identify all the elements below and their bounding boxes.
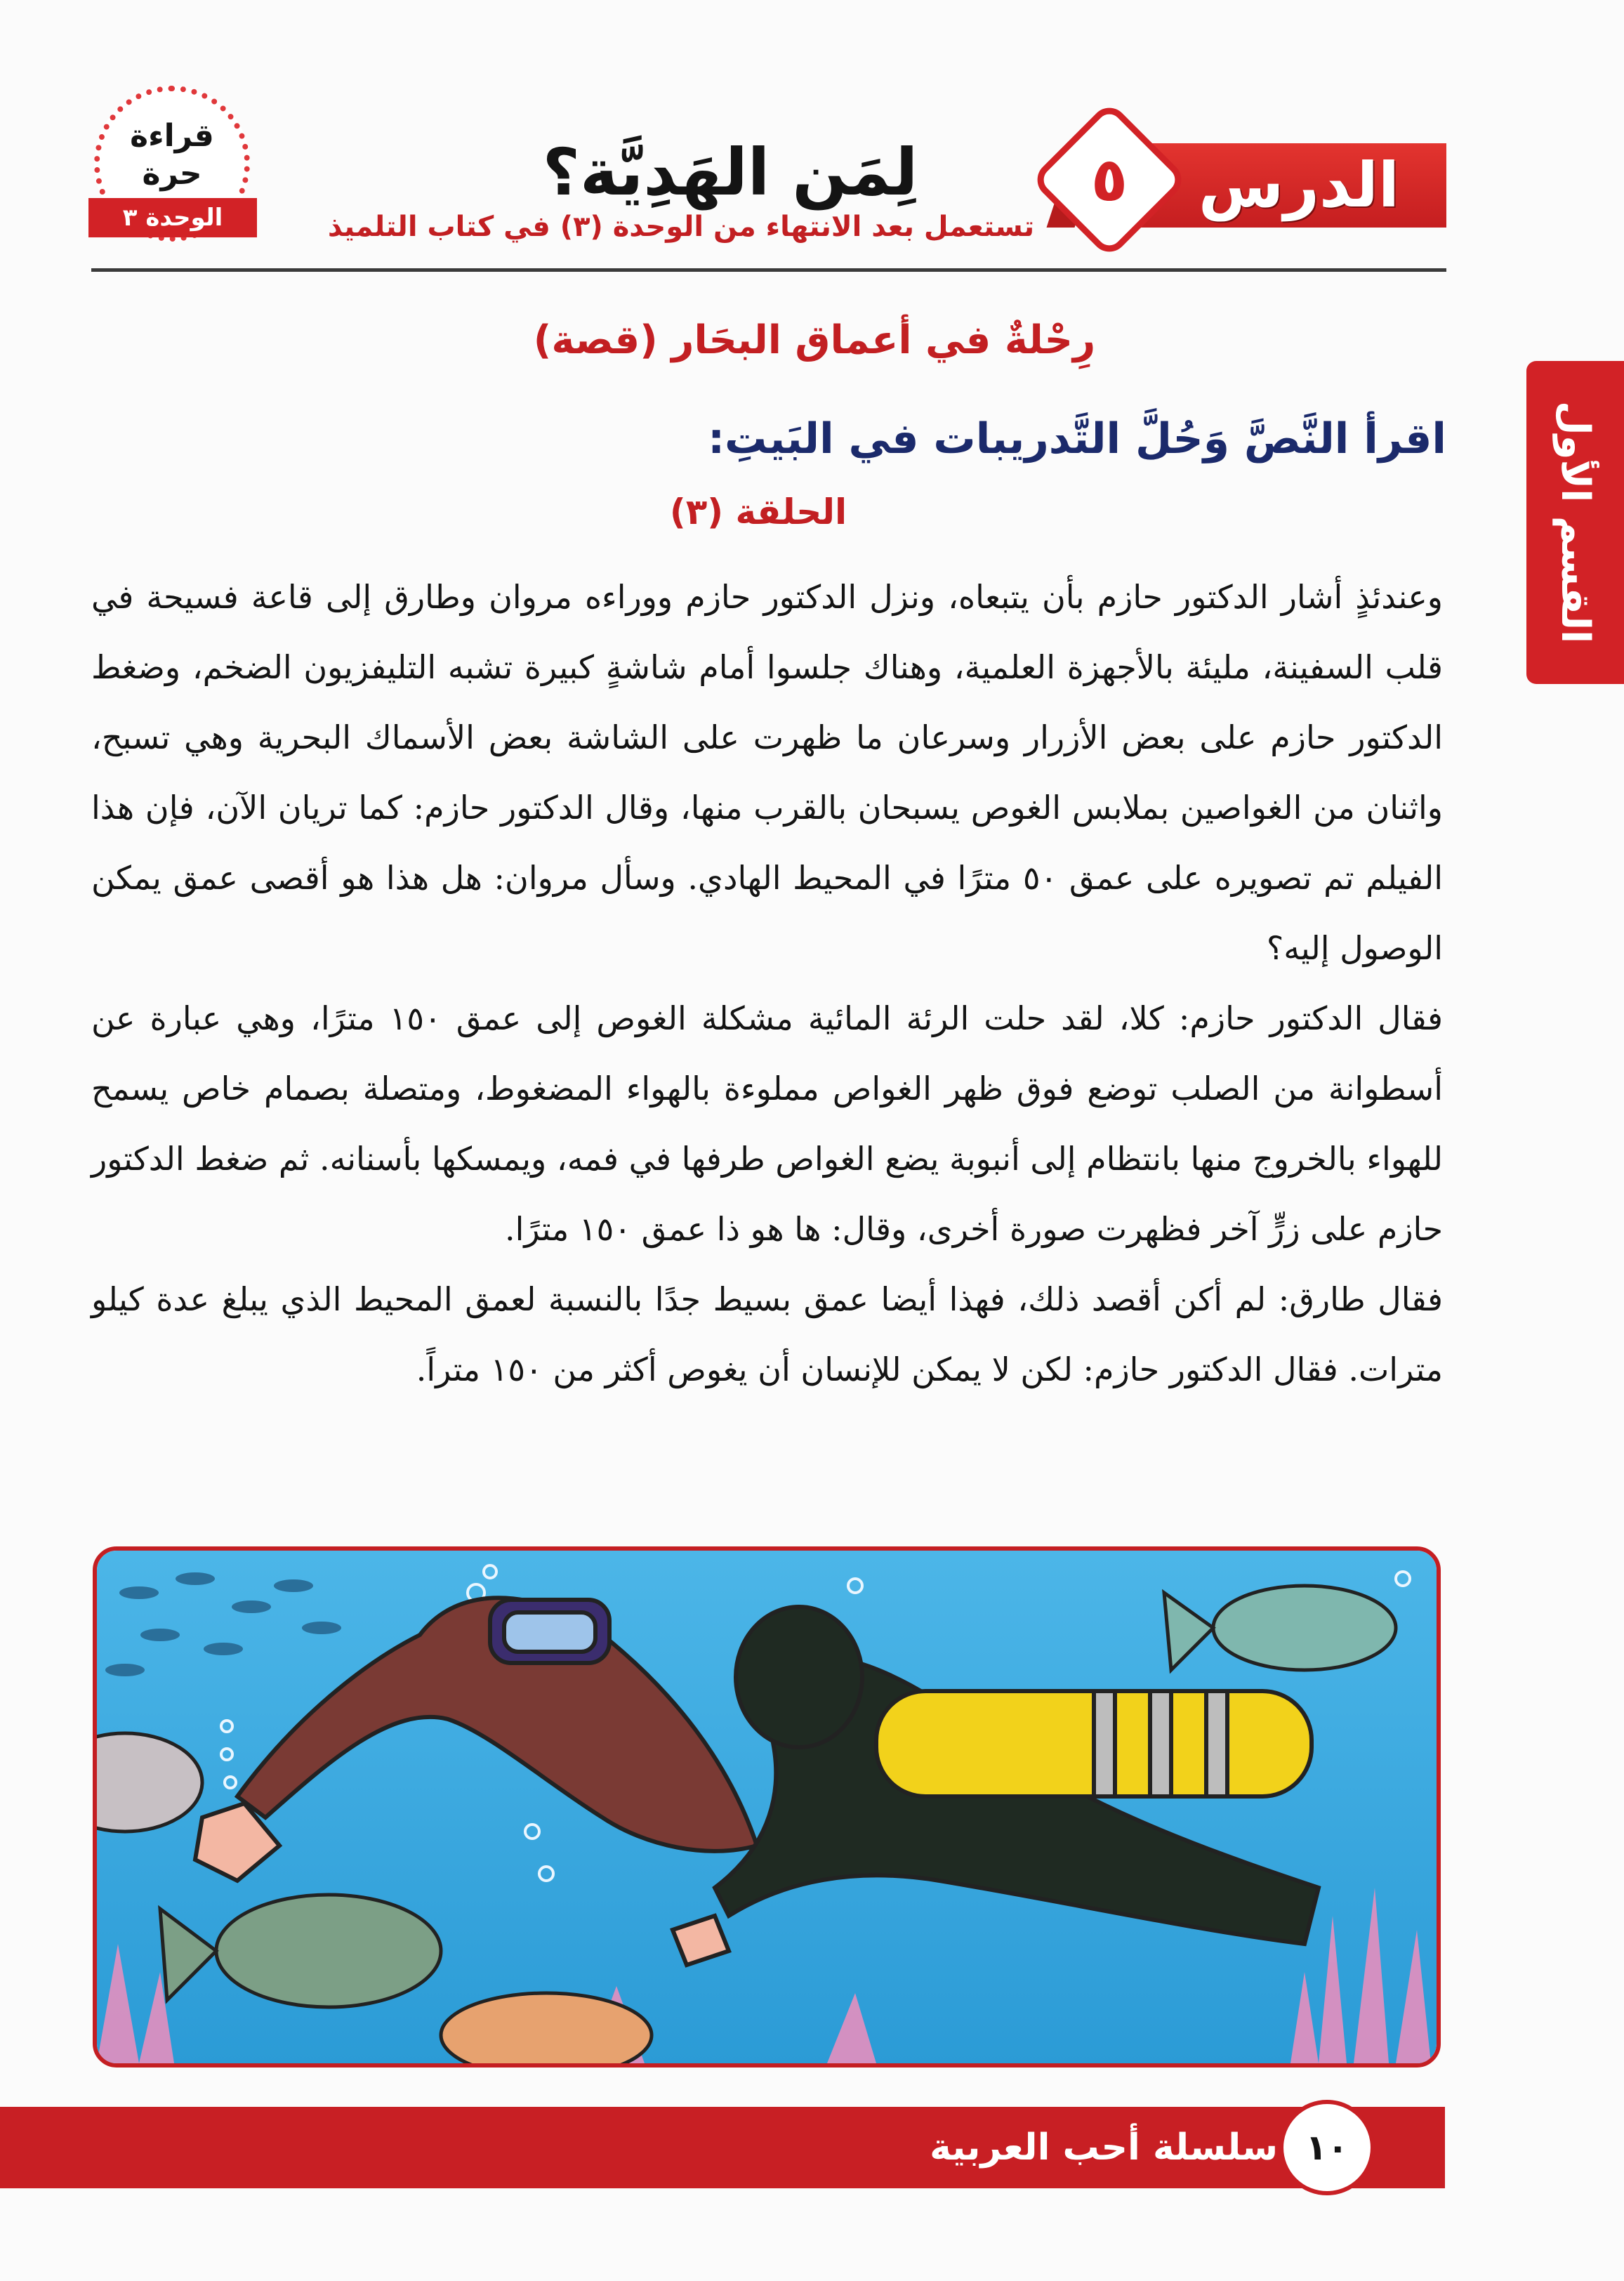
instruction-text: اقرأ النَّصَّ وَحُلَّ التَّدريبات في البَيتِ: (708, 414, 1446, 464)
page-subtitle: تستعمل بعد الانتهاء من الوحدة (٣) في كتاب التلميذ (327, 211, 1035, 243)
section-side-tab-label: القسم الأول (1552, 401, 1598, 644)
free-reading-line-2: حرة (142, 156, 202, 192)
story-title: رِحْلةٌ في أعماق البحَار (قصة) (533, 317, 1096, 363)
lesson-number: ٥ (1090, 145, 1128, 215)
paragraph-3: فقال طارق: لم أكن أقصد ذلك، فهذا أيضا عمق بسيط جدًا بالنسبة لعمق المحيط الذي يبلغ عدة كيلو مترات. فقال الدكتور حازم: لكن لا يمكن للإنسان أن يغوص أكثر من ١٥٠ متراً. (91, 1280, 1443, 1388)
page-title: لِمَن الهَدِيَّة؟ (542, 135, 918, 210)
series-name: سلسلة أحب العربية (930, 2126, 1278, 2169)
unit-label: الوحدة ٣ (88, 198, 257, 237)
episode-heading: الحلقة (٣) (669, 492, 847, 532)
paragraph-1: وعندئذٍ أشار الدكتور حازم بأن يتبعاه، ونزل الدكتور حازم ووراءه مروان وطارق إلى قاعة فسيحة في قلب السفينة، مليئة بالأجهزة العلمية، وهناك جلسوا أمام شاشةٍ كبيرة تشبه التليفزيون الضخم، وضغط الدكتور حازم على بعض الأزرار وسرعان ما ظهرت على الشاشة بعض الأسماك البحرية وهي تسبح، واثنان من الغواصين بملابس الغوص يسبحان بالقرب منها، وقال الدكتور حازم: كما تريان الآن، فإن هذا الفيلم تم تصويره على عمق ٥٠ مترًا في المحيط الهادي. وسأل مروان: هل هذا هو أقصى عمق يمكن الوصول إليه؟ (91, 578, 1443, 967)
paragraph-2: فقال الدكتور حازم: كلا، لقد حلت الرئة المائية مشكلة الغوص إلى عمق ١٥٠ مترًا، وهي عبارة عن أسطوانة من الصلب توضع فوق ظهر الغواص مملوءة بالهواء المضغوط، ومتصلة بصمام خاص يسمح للهواء بالخروج منها بانتظام إلى أنبوبة يضع الغواص طرفها في فمه، ويمسكها بأسنانه. ثم ضغط الدكتور حازم على زرٍّ آخر فظهرت صورة أخرى، وقال: ها هو ذا عمق ١٥٠ مترًا. (91, 999, 1443, 1248)
lesson-label: الدرس (1198, 149, 1400, 221)
story-body (91, 562, 1443, 1405)
header-divider (91, 268, 1446, 272)
page-number: ١٠ (1305, 2127, 1349, 2168)
divers-illustration (93, 1546, 1441, 2068)
free-reading-line-1: قراءة (130, 118, 214, 154)
